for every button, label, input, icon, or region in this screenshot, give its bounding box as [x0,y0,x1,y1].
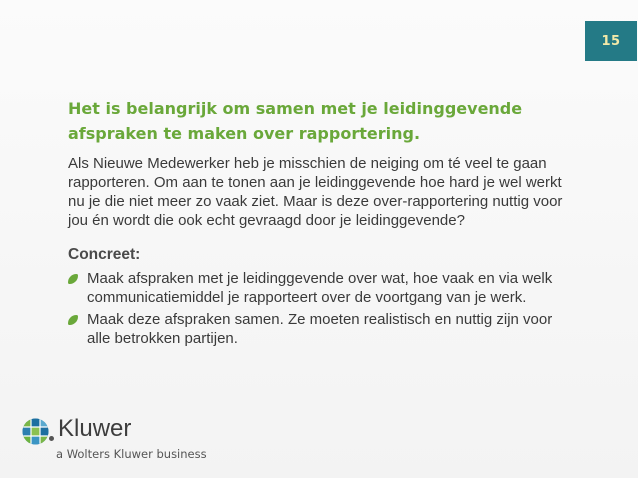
list-item [68,310,578,348]
logo-tagline: a Wolters Kluwer business [56,447,207,461]
leaf-bullet-icon [68,274,78,284]
kluwer-globe-icon [22,418,49,445]
bullet-text: Maak afspraken met je leidinggevende over wat, hoe vaak en via welk communicatiemiddel je rapporteert over de voortgang van je werk. [87,270,553,306]
leaf-bullet-icon [68,315,78,325]
slide-title: Het is belangrijk om samen met je leidinggevende afspraken te maken over rapportering. [68,99,523,143]
intro-paragraph: Als Nieuwe Medewerker heb je misschien de neiging om té veel te gaan rapporteren. Om aan te tonen aan je leidinggevende hoe hard je wel werkt nu je die niet meer zo vaak ziet. Maar is deze over-rapportering nuttig voor jou én wordt die ook echt gevraagd door je leidinggevende? [68,155,563,229]
page-number-badge: 15 [585,21,637,61]
bullet-text: Maak deze afspraken samen. Ze moeten realistisch en nuttig zijn voor alle betrokken partijen. [87,311,553,347]
bullet-list [68,269,578,351]
logo-dot [49,436,54,441]
list-item [68,269,578,307]
kluwer-logo [22,415,242,468]
logo-name: Kluwer [58,415,132,442]
section-subhead: Concreet: [68,246,141,263]
